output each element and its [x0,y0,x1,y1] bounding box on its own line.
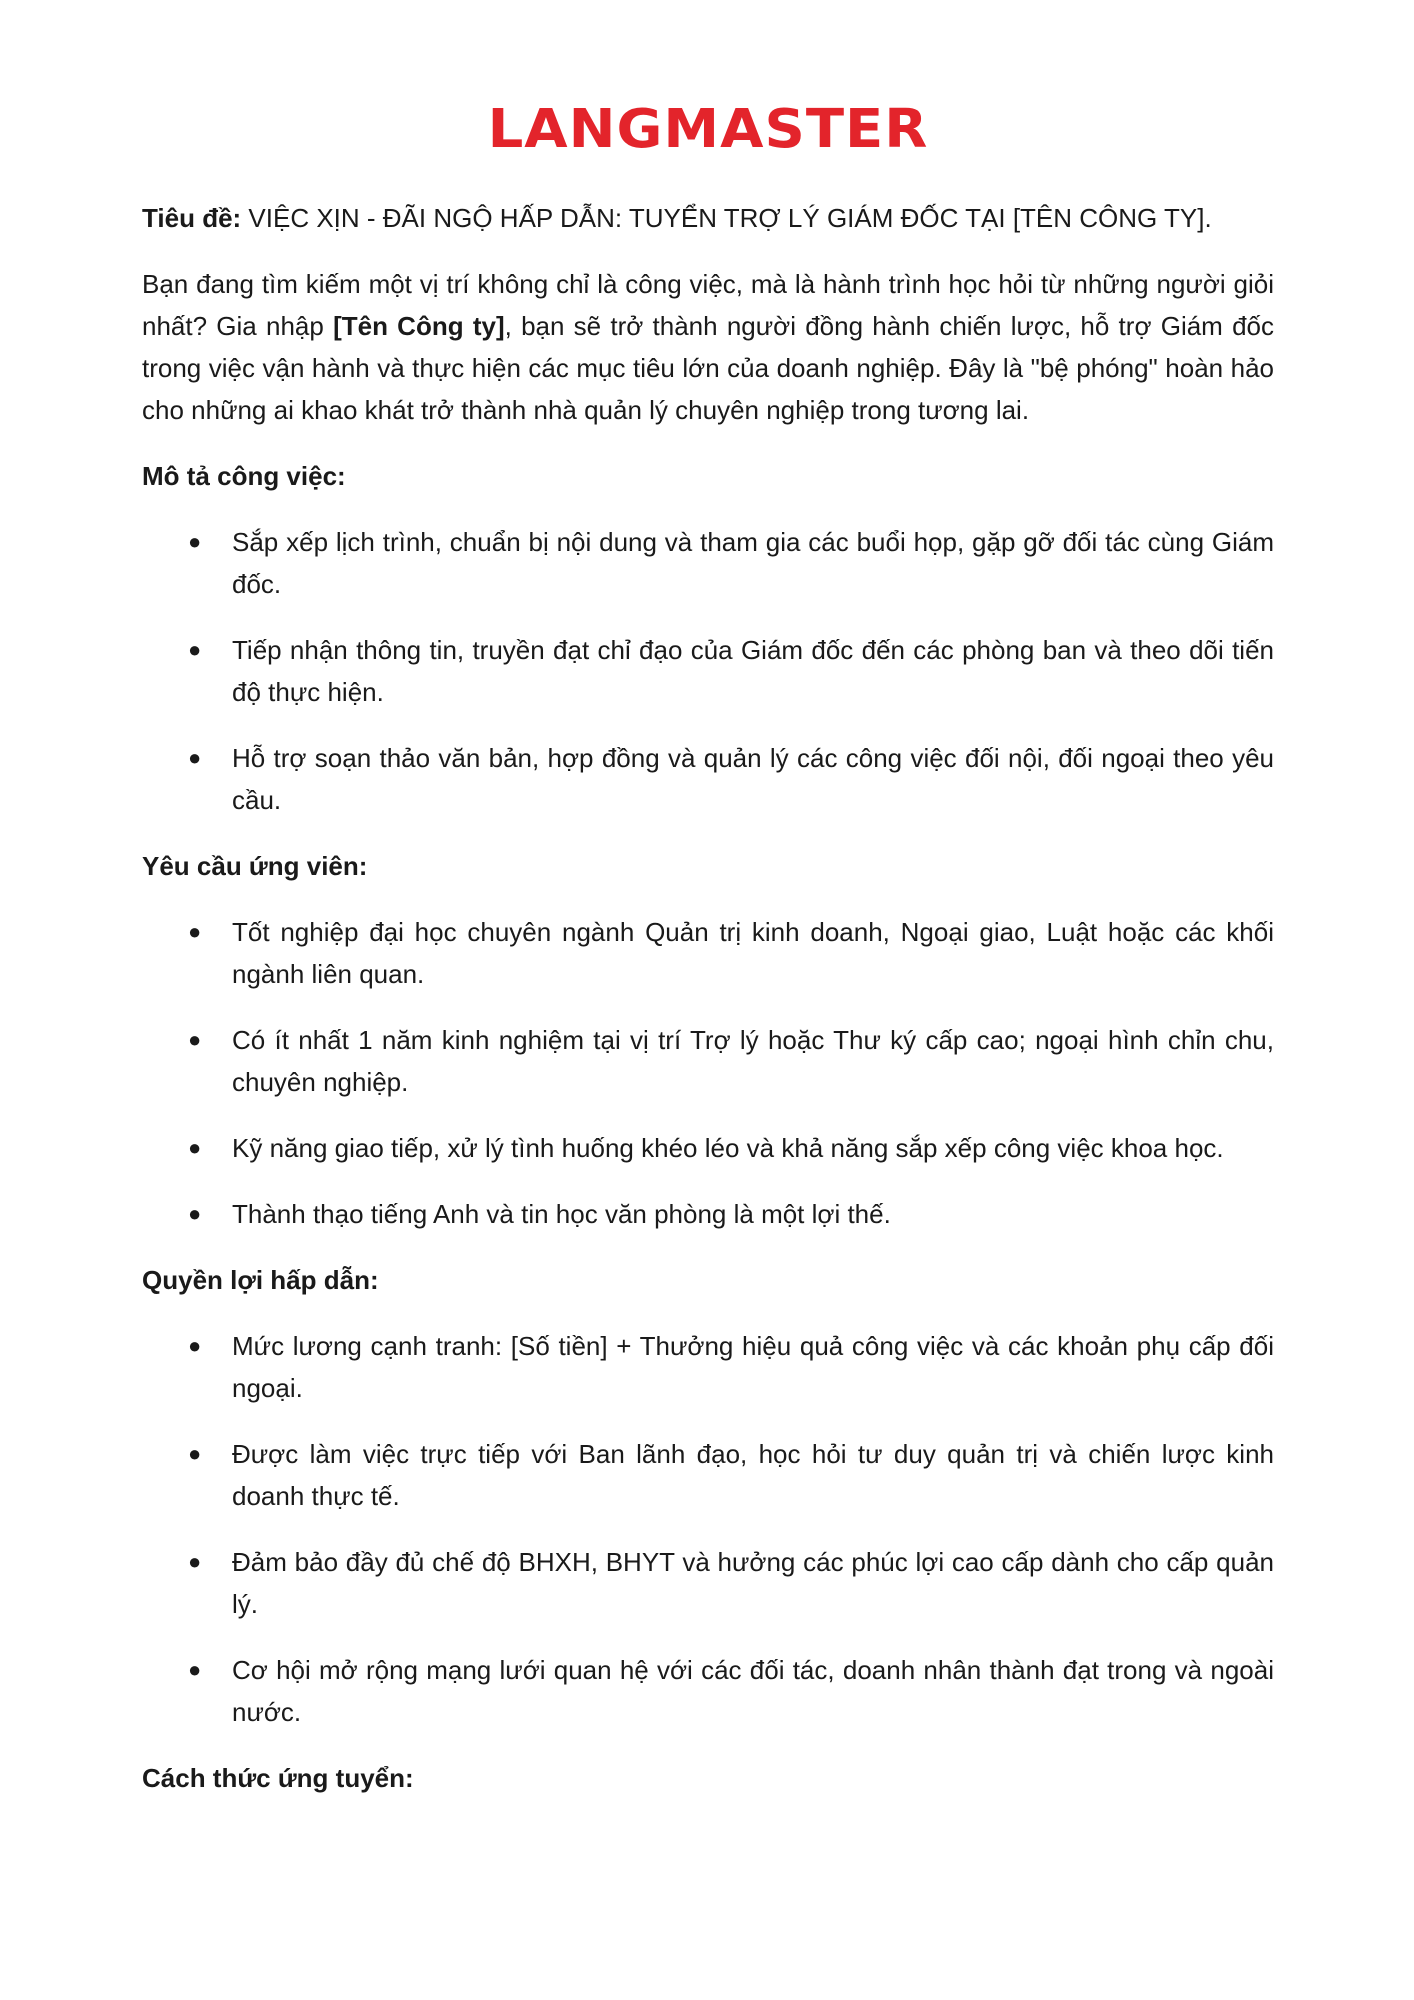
section-heading-benefits: Quyền lợi hấp dẫn: [142,1265,379,1295]
list-item [142,737,1274,821]
list-item [142,1541,1274,1625]
intro-text-2: , bạn sẽ trở thành người đồng hành chiến lược, hỗ trợ Giám đốc trong việc vận hành và thực hiện các mục tiêu lớn của doanh nghiệp. Đây là "bệ phóng" hoàn hảo cho những ai khao khát trở thành nhà quản lý chuyên nghiệp trong tương lai. [142,311,1274,425]
job-description-list [142,521,1274,821]
list-item [142,1649,1274,1733]
list-item [142,1193,1274,1235]
list-item-text: Mức lương cạnh tranh: [Số tiền] + Thưởng hiệu quả công việc và các khoản phụ cấp đối ngoại. [232,1331,1274,1403]
bullet-icon: ● [188,637,202,662]
list-item-text: Kỹ năng giao tiếp, xử lý tình huống khéo léo và khả năng sắp xếp công việc khoa học. [232,1133,1224,1163]
benefits-list [142,1325,1274,1733]
list-item [142,629,1274,713]
document-title [142,197,1274,239]
title-label: Tiêu đề: [142,203,242,233]
bullet-icon: ● [188,745,202,770]
list-item-text: Được làm việc trực tiếp với Ban lãnh đạo, học hỏi tư duy quản trị và chiến lược kinh doanh thực tế. [232,1439,1274,1511]
list-item [142,1127,1274,1169]
list-item [142,1019,1274,1103]
bullet-icon: ● [188,1027,202,1052]
list-item [142,521,1274,605]
title-text: VIỆC XỊN - ĐÃI NGỘ HẤP DẪN: TUYỂN TRỢ LÝ GIÁM ĐỐC TẠI [TÊN CÔNG TY]. [241,203,1212,233]
bullet-icon: ● [188,1201,202,1226]
list-item [142,911,1274,995]
bullet-icon: ● [188,1333,202,1358]
section-heading-job-description: Mô tả công việc: [142,461,346,491]
section-heading-requirements: Yêu cầu ứng viên: [142,851,368,881]
document-page [142,0,1274,1799]
list-item [142,1433,1274,1517]
list-item-text: Cơ hội mở rộng mạng lưới quan hệ với các đối tác, doanh nhân thành đạt trong và ngoài nước. [232,1655,1274,1727]
logo-area [142,100,1274,160]
list-item [142,1325,1274,1409]
bullet-icon: ● [188,529,202,554]
list-item-text: Có ít nhất 1 năm kinh nghiệm tại vị trí Trợ lý hoặc Thư ký cấp cao; ngoại hình chỉn chu, chuyên nghiệp. [232,1025,1274,1097]
list-item-text: Thành thạo tiếng Anh và tin học văn phòng là một lợi thế. [232,1199,891,1229]
section-heading-how-to-apply: Cách thức ứng tuyển: [142,1763,414,1793]
list-item-text: Tốt nghiệp đại học chuyên ngành Quản trị kinh doanh, Ngoại giao, Luật hoặc các khối ngành liên quan. [232,917,1274,989]
bullet-icon: ● [188,1135,202,1160]
requirements-list [142,911,1274,1235]
bullet-icon: ● [188,1657,202,1682]
bullet-icon: ● [188,919,202,944]
bullet-icon: ● [188,1441,202,1466]
list-item-text: Đảm bảo đầy đủ chế độ BHXH, BHYT và hưởng các phúc lợi cao cấp dành cho cấp quản lý. [232,1547,1274,1619]
intro-text-1: Bạn đang tìm kiếm một vị trí không chỉ là công việc, mà là hành trình học hỏi từ những người giỏi nhất? Gia nhập [142,269,1274,341]
intro-company: [Tên Công ty] [333,311,505,341]
intro-paragraph [142,263,1274,431]
bullet-icon: ● [188,1549,202,1574]
langmaster-logo: LANGMASTER [487,98,929,161]
list-item-text: Hỗ trợ soạn thảo văn bản, hợp đồng và quản lý các công việc đối nội, đối ngoại theo yêu cầu. [232,743,1274,815]
list-item-text: Sắp xếp lịch trình, chuẩn bị nội dung và tham gia các buổi họp, gặp gỡ đối tác cùng Giám đốc. [232,527,1274,599]
list-item-text: Tiếp nhận thông tin, truyền đạt chỉ đạo của Giám đốc đến các phòng ban và theo dõi tiến độ thực hiện. [232,635,1274,707]
